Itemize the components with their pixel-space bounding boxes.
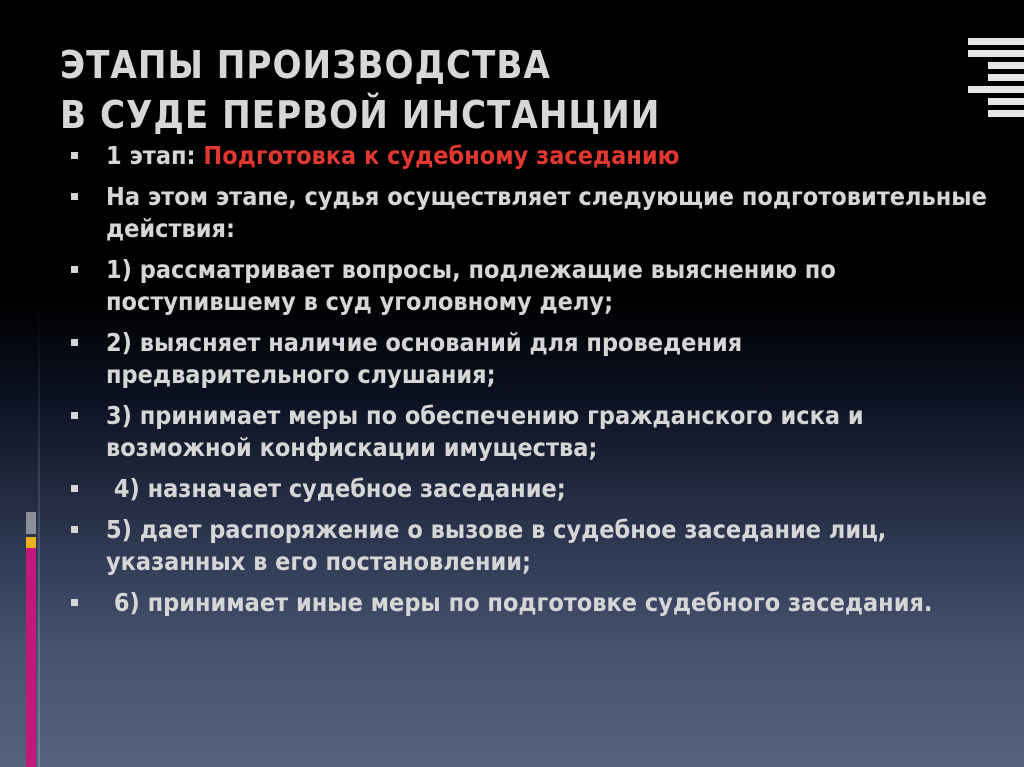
- item-text: 4) назначает судебное заседание;: [106, 474, 566, 503]
- bullet-icon: [71, 599, 78, 606]
- decorative-stripe-magenta: [26, 548, 36, 767]
- list-item: [62, 400, 992, 464]
- item-text: 6) принимает иные меры по подготовке судебного заседания.: [106, 588, 933, 617]
- decorative-stripe-gray: [26, 512, 36, 534]
- item-text: 1) рассматривает вопросы, подлежащие выяснению по поступившему в суд уголовному делу;: [106, 255, 836, 316]
- list-item: [62, 181, 992, 245]
- bullet-icon: [71, 152, 78, 159]
- list-item: [62, 140, 992, 172]
- item-text: 2) выясняет наличие оснований для проведения предварительного слушания;: [106, 328, 743, 389]
- bullet-icon: [71, 193, 78, 200]
- bullet-icon: [71, 412, 78, 419]
- list-item: [62, 587, 992, 619]
- bullet-list: [62, 140, 992, 628]
- item-text: На этом этапе, судья осуществляет следующие подготовительные действия:: [106, 182, 987, 243]
- bullet-icon: [71, 485, 78, 492]
- bullet-icon: [71, 526, 78, 533]
- item-prefix: 1 этап:: [106, 141, 204, 170]
- bullet-icon: [71, 266, 78, 273]
- title-line-1: ЭТАПЫ ПРОИЗВОДСТВА: [60, 43, 551, 87]
- decorative-line: [38, 300, 40, 767]
- title-line-2: В СУДЕ ПЕРВОЙ ИНСТАНЦИИ: [60, 93, 661, 137]
- list-item: [62, 473, 992, 505]
- item-text: 3) принимает меры по обеспечению гражданского иска и возможной конфискации имущества;: [106, 401, 864, 462]
- logo-bars-icon: [968, 38, 1024, 118]
- list-item: [62, 514, 992, 578]
- item-text: 5) дает распоряжение о вызове в судебное заседание лиц, указанных в его постановлении;: [106, 515, 887, 576]
- bullet-icon: [71, 339, 78, 346]
- list-item: [62, 254, 992, 318]
- slide-title: [60, 40, 940, 140]
- item-highlight: Подготовка к судебному заседанию: [203, 141, 680, 170]
- list-item: [62, 327, 992, 391]
